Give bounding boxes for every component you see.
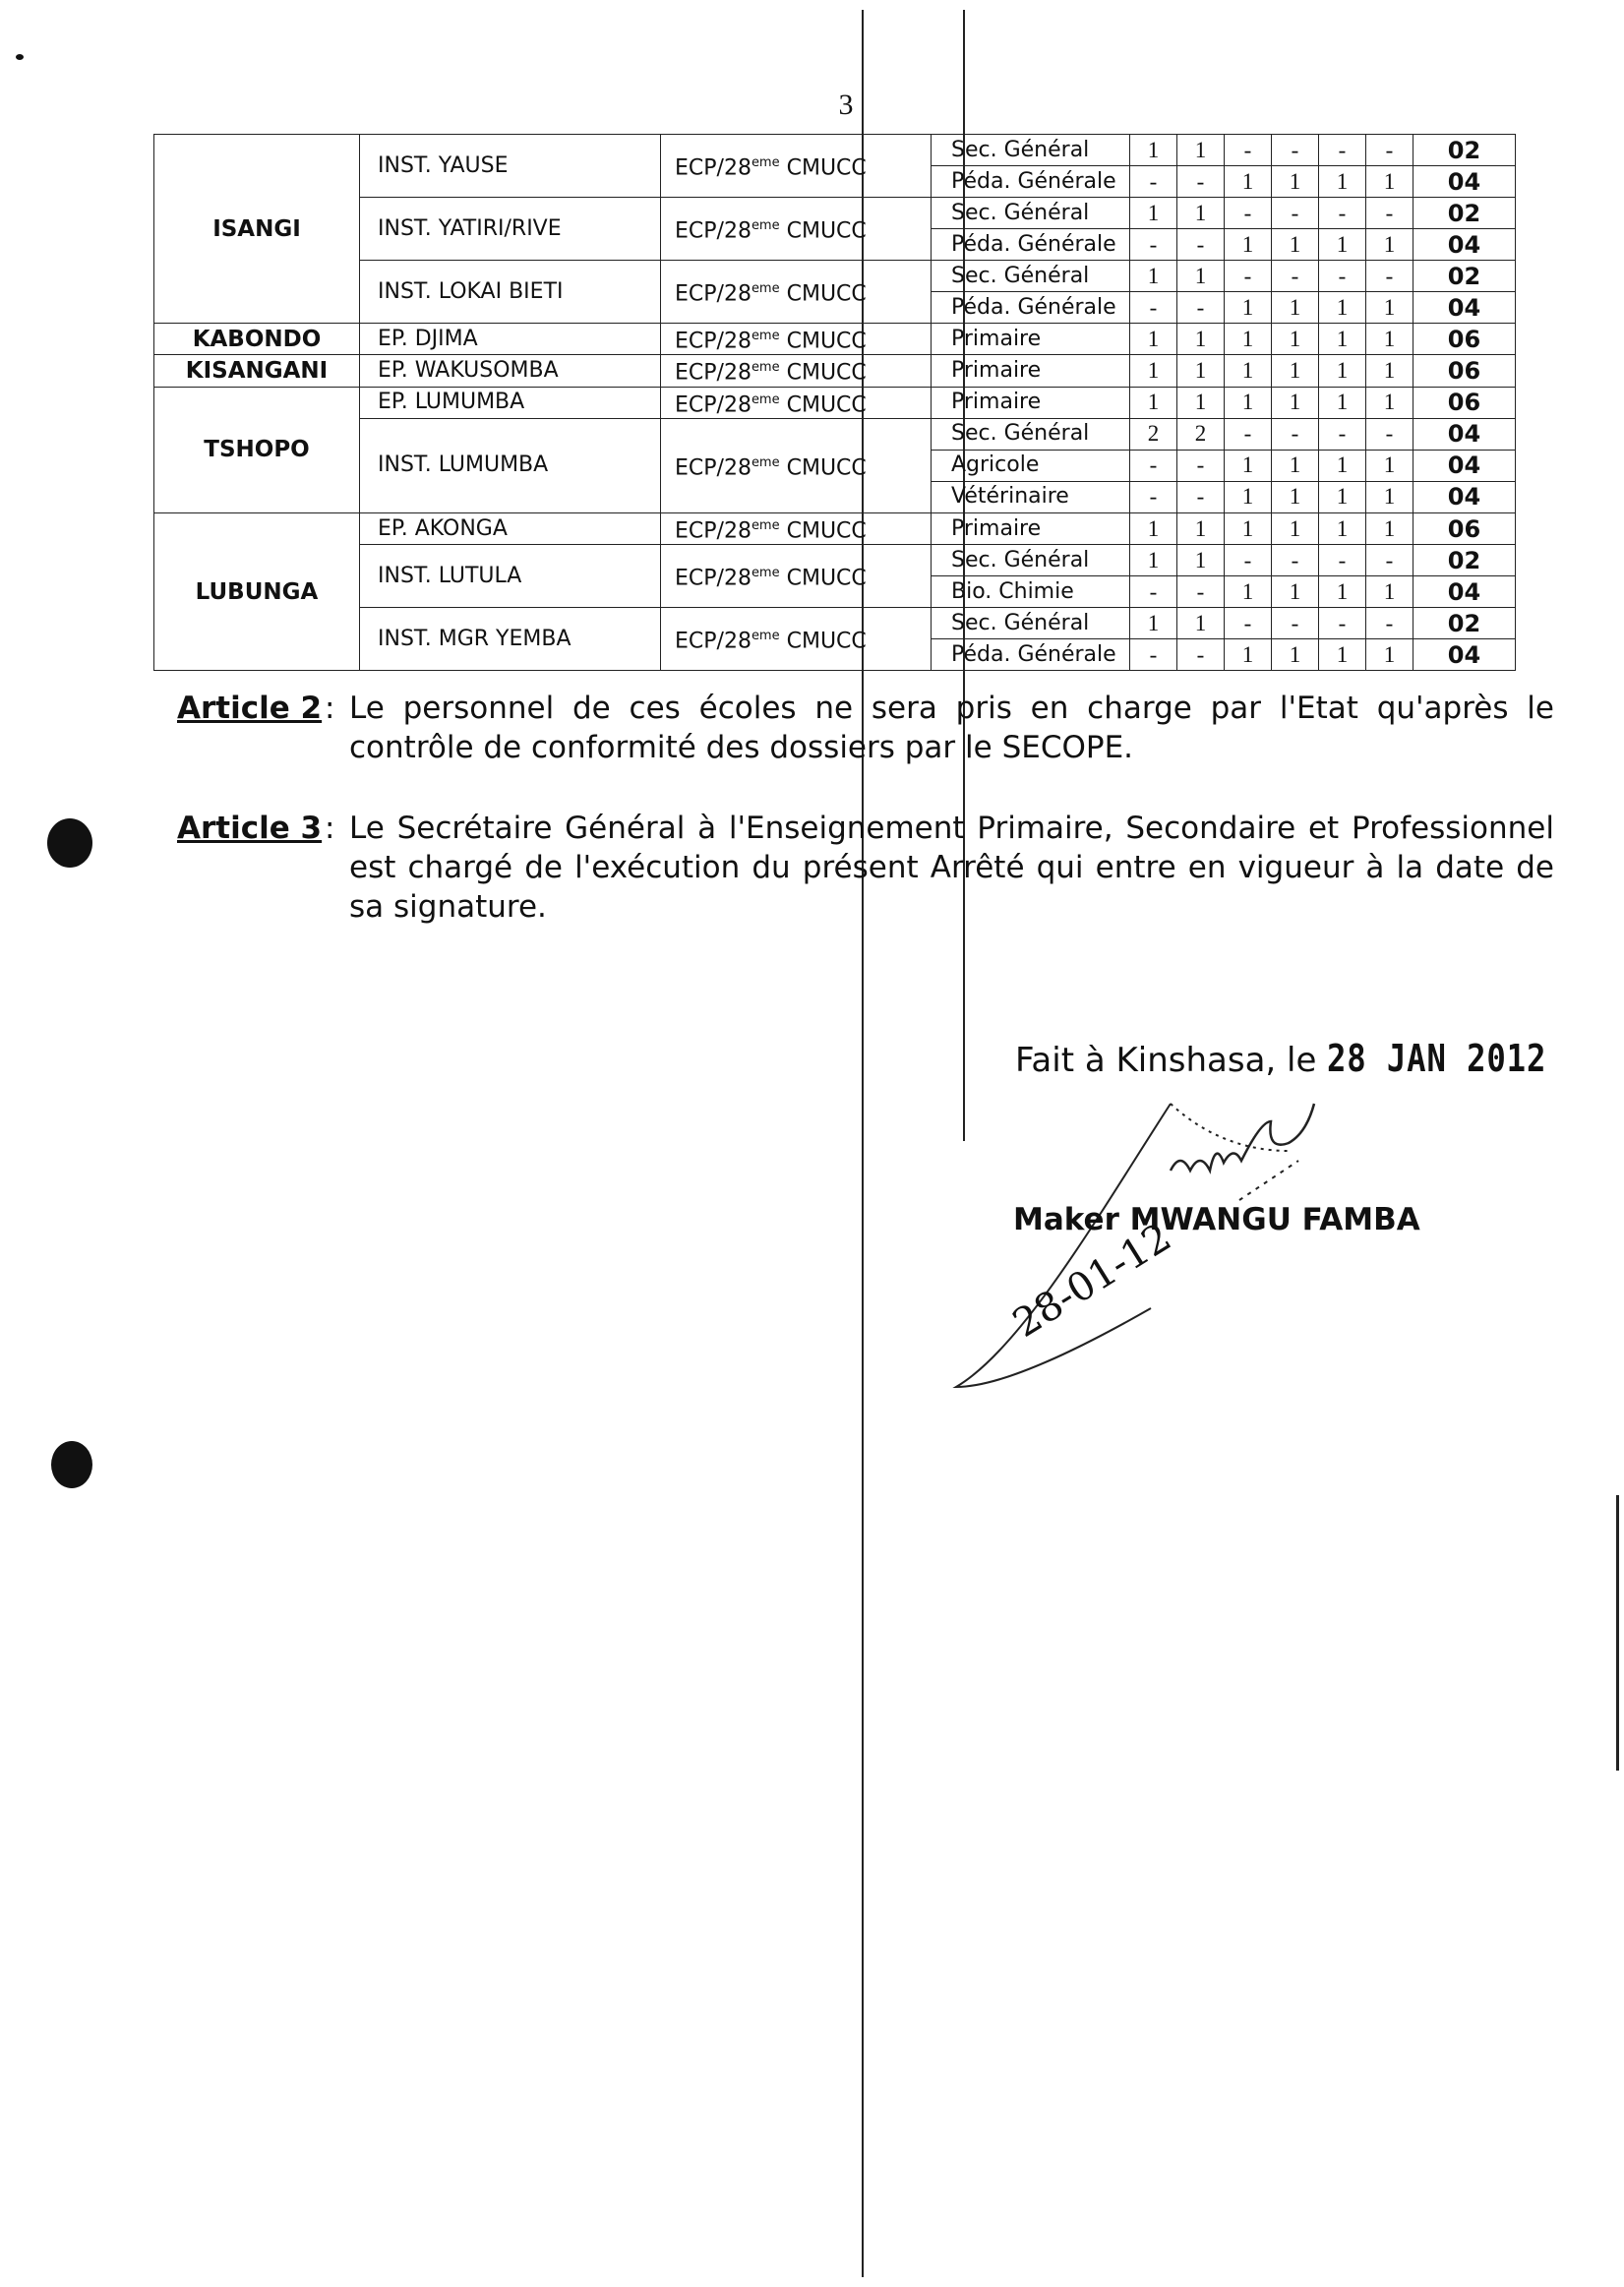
reference-superscript: eme [751,391,780,407]
total-cell: 02 [1413,545,1516,576]
class-count-cell: 1 [1225,512,1272,544]
class-count-cell: 1 [1272,639,1319,671]
class-count-cell: - [1130,481,1177,512]
class-count-cell: 1 [1130,261,1177,292]
total-cell: 04 [1413,166,1516,198]
section-cell: Sec. Général [932,135,1130,166]
class-count-cell: 1 [1366,576,1413,608]
class-count-cell: - [1177,229,1225,261]
class-count-cell: 1 [1177,512,1225,544]
total-cell: 06 [1413,324,1516,355]
reference-superscript: eme [751,217,780,233]
class-count-cell: 1 [1177,355,1225,387]
class-count-cell: 1 [1130,198,1177,229]
reference-cell [661,324,932,355]
province-cell: KISANGANI [154,355,360,387]
article-3-colon: : [325,811,335,846]
class-count-cell: 1 [1366,292,1413,324]
class-count-cell: - [1225,418,1272,450]
class-count-cell: - [1272,135,1319,166]
reference-prefix: ECP/28 [675,281,752,307]
school-allocation-table [153,134,1516,671]
total-cell: 02 [1413,198,1516,229]
class-count-cell: 1 [1225,387,1272,418]
class-count-cell: - [1225,198,1272,229]
section-cell: Péda. Générale [932,292,1130,324]
article-2 [177,689,1554,777]
class-count-cell: 1 [1272,576,1319,608]
reference-cell [661,261,932,324]
punch-hole-top [47,818,92,868]
reference-prefix: ECP/28 [675,566,752,591]
class-count-cell: - [1177,576,1225,608]
class-count-cell: - [1177,481,1225,512]
class-count-cell: 1 [1272,229,1319,261]
section-cell: Sec. Général [932,261,1130,292]
class-count-cell: 1 [1225,324,1272,355]
punch-hole-bottom [51,1441,92,1488]
class-count-cell: 1 [1366,166,1413,198]
class-count-cell: - [1366,608,1413,639]
class-count-cell: 1 [1272,292,1319,324]
class-count-cell: - [1177,639,1225,671]
total-cell: 04 [1413,450,1516,481]
page-number: 3 [838,89,854,121]
class-count-cell: 1 [1177,545,1225,576]
reference-superscript: eme [751,517,780,533]
class-count-cell: 1 [1177,261,1225,292]
section-cell: Péda. Générale [932,166,1130,198]
class-count-cell: 1 [1177,387,1225,418]
class-count-cell: 1 [1225,481,1272,512]
class-count-cell: - [1272,261,1319,292]
school-name-cell: EP. AKONGA [360,512,661,544]
class-count-cell: 1 [1319,387,1366,418]
article-2-colon: : [325,691,335,726]
article-3 [177,809,1554,936]
section-cell: Péda. Générale [932,639,1130,671]
school-name-cell: INST. LOKAI BIETI [360,261,661,324]
class-count-cell: 1 [1130,545,1177,576]
section-cell: Sec. Général [932,608,1130,639]
class-count-cell: - [1366,545,1413,576]
class-count-cell: 1 [1177,608,1225,639]
class-count-cell: 1 [1319,355,1366,387]
reference-superscript: eme [751,454,780,470]
reference-cell [661,387,932,418]
class-count-cell: 1 [1272,481,1319,512]
class-count-cell: 1 [1130,608,1177,639]
class-count-cell: 1 [1130,387,1177,418]
reference-cell [661,512,932,544]
class-count-cell: - [1319,545,1366,576]
reference-suffix: CMUCC [779,566,867,591]
class-count-cell: 1 [1319,576,1366,608]
class-count-cell: - [1319,608,1366,639]
section-cell: Bio. Chimie [932,576,1130,608]
table-row [154,355,1516,387]
section-cell: Sec. Général [932,198,1130,229]
class-count-cell: 1 [1225,355,1272,387]
class-count-cell: 1 [1366,639,1413,671]
place-and-date [1015,1037,1586,1080]
class-count-cell: 1 [1319,639,1366,671]
class-count-cell: - [1272,545,1319,576]
class-count-cell: - [1177,292,1225,324]
class-count-cell: 1 [1319,166,1366,198]
school-name-cell: INST. MGR YEMBA [360,608,661,671]
class-count-cell: 1 [1319,292,1366,324]
article-2-text: Le personnel de ces écoles ne sera pris en charge par l'Etat qu'après le contrôle de conformité des dossiers par le SECOPE. [349,691,1554,765]
reference-prefix: ECP/28 [675,329,752,354]
reference-cell [661,608,932,671]
class-count-cell: 1 [1272,355,1319,387]
class-count-cell: 1 [1225,229,1272,261]
class-count-cell: 1 [1366,450,1413,481]
class-count-cell: - [1366,198,1413,229]
reference-superscript: eme [751,360,780,376]
school-name-cell: INST. LUTULA [360,545,661,608]
school-name-cell: EP. WAKUSOMBA [360,355,661,387]
reference-cell [661,545,932,608]
class-count-cell: 2 [1130,418,1177,450]
reference-superscript: eme [751,329,780,343]
class-count-cell: 1 [1319,229,1366,261]
class-count-cell: - [1319,198,1366,229]
article-3-text: Le Secrétaire Général à l'Enseignement Primaire, Secondaire et Professionnel est chargé de l'exécution du présent Arrêté qui entre en vigueur à la date de sa signature. [349,811,1554,925]
total-cell: 04 [1413,639,1516,671]
table-row [154,324,1516,355]
reference-cell [661,355,932,387]
class-count-cell: 1 [1319,324,1366,355]
section-cell: Sec. Général [932,418,1130,450]
reference-prefix: ECP/28 [675,629,752,654]
section-cell: Primaire [932,324,1130,355]
reference-cell [661,135,932,198]
class-count-cell: 1 [1225,576,1272,608]
reference-suffix: CMUCC [779,218,867,244]
corner-speck [16,54,24,60]
class-count-cell: - [1366,135,1413,166]
reference-suffix: CMUCC [779,329,867,354]
class-count-cell: 1 [1366,355,1413,387]
class-count-cell: 1 [1319,512,1366,544]
scan-edge-mark [1616,1495,1619,1771]
section-cell: Primaire [932,355,1130,387]
class-count-cell: - [1272,608,1319,639]
reference-suffix: CMUCC [779,360,867,386]
total-cell: 04 [1413,576,1516,608]
school-name-cell: INST. YAUSE [360,135,661,198]
province-cell: TSHOPO [154,387,360,512]
class-count-cell: 1 [1177,324,1225,355]
class-count-cell: 1 [1366,387,1413,418]
class-count-cell: 1 [1225,639,1272,671]
total-cell: 04 [1413,418,1516,450]
class-count-cell: 1 [1272,324,1319,355]
reference-cell [661,418,932,512]
reference-superscript: eme [751,629,780,644]
section-cell: Agricole [932,450,1130,481]
school-name-cell: EP. LUMUMBA [360,387,661,418]
class-count-cell: 1 [1366,229,1413,261]
class-count-cell: - [1366,418,1413,450]
class-count-cell: - [1130,576,1177,608]
reference-suffix: CMUCC [779,629,867,654]
section-cell: Sec. Général [932,545,1130,576]
class-count-cell: - [1130,229,1177,261]
class-count-cell: 1 [1272,387,1319,418]
class-count-cell: - [1130,639,1177,671]
class-count-cell: 1 [1272,450,1319,481]
reference-prefix: ECP/28 [675,455,752,481]
class-count-cell: 1 [1177,135,1225,166]
reference-prefix: ECP/28 [675,218,752,244]
total-cell: 02 [1413,135,1516,166]
class-count-cell: 1 [1130,135,1177,166]
class-count-cell: - [1272,198,1319,229]
class-count-cell: 1 [1225,166,1272,198]
date-stamp: 28 JAN 2012 [1327,1037,1547,1080]
class-count-cell: - [1319,418,1366,450]
article-2-label: Article 2 [177,691,323,726]
class-count-cell: 1 [1130,512,1177,544]
total-cell: 04 [1413,229,1516,261]
class-count-cell: 1 [1272,166,1319,198]
class-count-cell: - [1130,450,1177,481]
signature-flourish [944,1092,1357,1466]
class-count-cell: 1 [1130,324,1177,355]
place-prefix: Fait à Kinshasa, le [1015,1041,1317,1080]
reference-prefix: ECP/28 [675,360,752,386]
total-cell: 06 [1413,512,1516,544]
reference-suffix: CMUCC [779,518,867,544]
class-count-cell: - [1366,261,1413,292]
class-count-cell: - [1130,166,1177,198]
section-cell: Vétérinaire [932,481,1130,512]
province-cell: KABONDO [154,324,360,355]
total-cell: 04 [1413,481,1516,512]
class-count-cell: 1 [1319,450,1366,481]
province-cell: ISANGI [154,135,360,324]
total-cell: 02 [1413,608,1516,639]
class-count-cell: - [1319,135,1366,166]
table-row [154,387,1516,418]
reference-superscript: eme [751,566,780,581]
section-cell: Primaire [932,387,1130,418]
reference-prefix: ECP/28 [675,391,752,417]
class-count-cell: 1 [1225,450,1272,481]
class-count-cell: 1 [1319,481,1366,512]
class-count-cell: - [1177,166,1225,198]
section-cell: Péda. Générale [932,229,1130,261]
class-count-cell: 1 [1366,324,1413,355]
class-count-cell: - [1225,135,1272,166]
class-count-cell: 1 [1366,512,1413,544]
province-cell: LUBUNGA [154,512,360,670]
table-row [154,135,1516,166]
reference-cell [661,198,932,261]
total-cell: 06 [1413,355,1516,387]
signatory-name: Maker MWANGU FAMBA [1013,1202,1420,1237]
reference-suffix: CMUCC [779,455,867,481]
class-count-cell: 1 [1177,198,1225,229]
school-name-cell: EP. DJIMA [360,324,661,355]
article-3-label: Article 3 [177,811,323,846]
reference-prefix: ECP/28 [675,518,752,544]
class-count-cell: - [1225,545,1272,576]
reference-superscript: eme [751,154,780,170]
section-cell: Primaire [932,512,1130,544]
class-count-cell: - [1177,450,1225,481]
class-count-cell: - [1225,608,1272,639]
class-count-cell: 1 [1130,355,1177,387]
class-count-cell: 2 [1177,418,1225,450]
class-count-cell: 1 [1366,481,1413,512]
school-name-cell: INST. LUMUMBA [360,418,661,512]
table-row [154,512,1516,544]
total-cell: 04 [1413,292,1516,324]
reference-suffix: CMUCC [779,391,867,417]
reference-prefix: ECP/28 [675,155,752,181]
total-cell: 02 [1413,261,1516,292]
class-count-cell: - [1130,292,1177,324]
school-name-cell: INST. YATIRI/RIVE [360,198,661,261]
handwritten-date: 28-01-12 [1005,1214,1179,1348]
reference-suffix: CMUCC [779,155,867,181]
reference-suffix: CMUCC [779,281,867,307]
reference-superscript: eme [751,280,780,296]
class-count-cell: 1 [1225,292,1272,324]
class-count-cell: - [1225,261,1272,292]
class-count-cell: - [1319,261,1366,292]
class-count-cell: - [1272,418,1319,450]
total-cell: 06 [1413,387,1516,418]
class-count-cell: 1 [1272,512,1319,544]
